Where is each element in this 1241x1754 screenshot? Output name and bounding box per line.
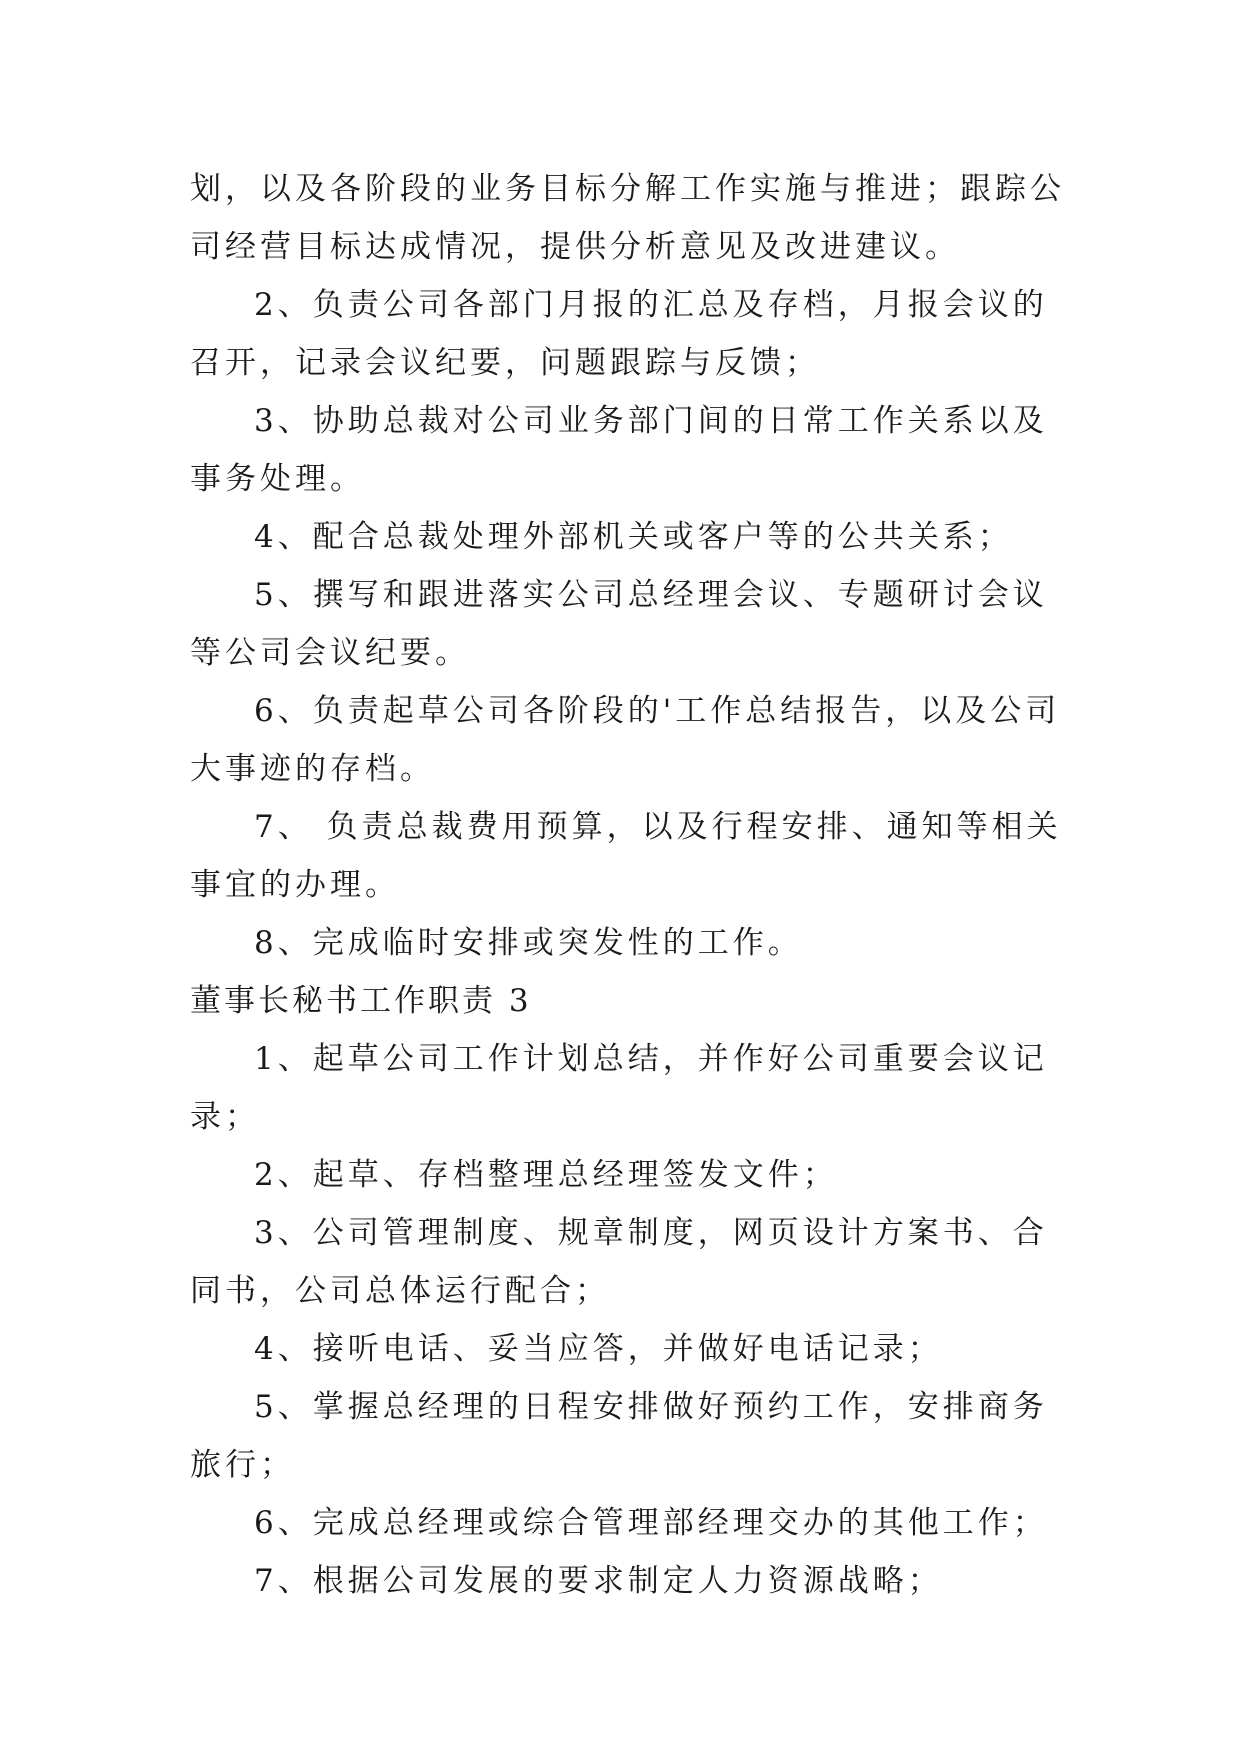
paragraph-5: 5、撰写和跟进落实公司总经理会议、专题研讨会议等公司会议纪要。 <box>190 577 1048 671</box>
paragraph-15: 7、根据公司发展的要求制定人力资源战略； <box>254 1563 943 1599</box>
paragraph-3: 3、协助总裁对公司业务部门间的日常工作关系以及事务处理。 <box>190 403 1048 497</box>
paragraph-8: 8、完成临时安排或突发性的工作。 <box>254 925 803 961</box>
document-body <box>190 160 1070 1610</box>
paragraph-7: 7、 负责总裁费用预算，以及行程安排、通知等相关事宜的办理。 <box>190 809 1062 903</box>
paragraph-6: 6、负责起草公司各阶段的'工作总结报告，以及公司大事迹的存档。 <box>190 693 1061 787</box>
section-heading: 董事长秘书工作职责 3 <box>190 983 532 1019</box>
paragraph-9: 1、起草公司工作计划总结，并作好公司重要会议记录； <box>190 1041 1048 1135</box>
paragraph-11: 3、公司管理制度、规章制度，网页设计方案书、合同书，公司总体运行配合； <box>190 1215 1048 1309</box>
paragraph-4: 4、配合总裁处理外部机关或客户等的公共关系； <box>254 519 1013 555</box>
paragraph-14: 6、完成总经理或综合管理部经理交办的其他工作； <box>254 1505 1048 1541</box>
paragraph-10: 2、起草、存档整理总经理签发文件； <box>254 1157 838 1193</box>
paragraph-12: 4、接听电话、妥当应答，并做好电话记录； <box>254 1331 943 1367</box>
paragraph-13: 5、掌握总经理的日程安排做好预约工作，安排商务旅行； <box>190 1389 1048 1483</box>
paragraph-1: 划，以及各阶段的业务目标分解工作实施与推进；跟踪公司经营目标达成情况，提供分析意见及改进建议。 <box>190 171 1065 265</box>
paragraph-2: 2、负责公司各部门月报的汇总及存档，月报会议的召开，记录会议纪要，问题跟踪与反馈； <box>190 287 1048 381</box>
